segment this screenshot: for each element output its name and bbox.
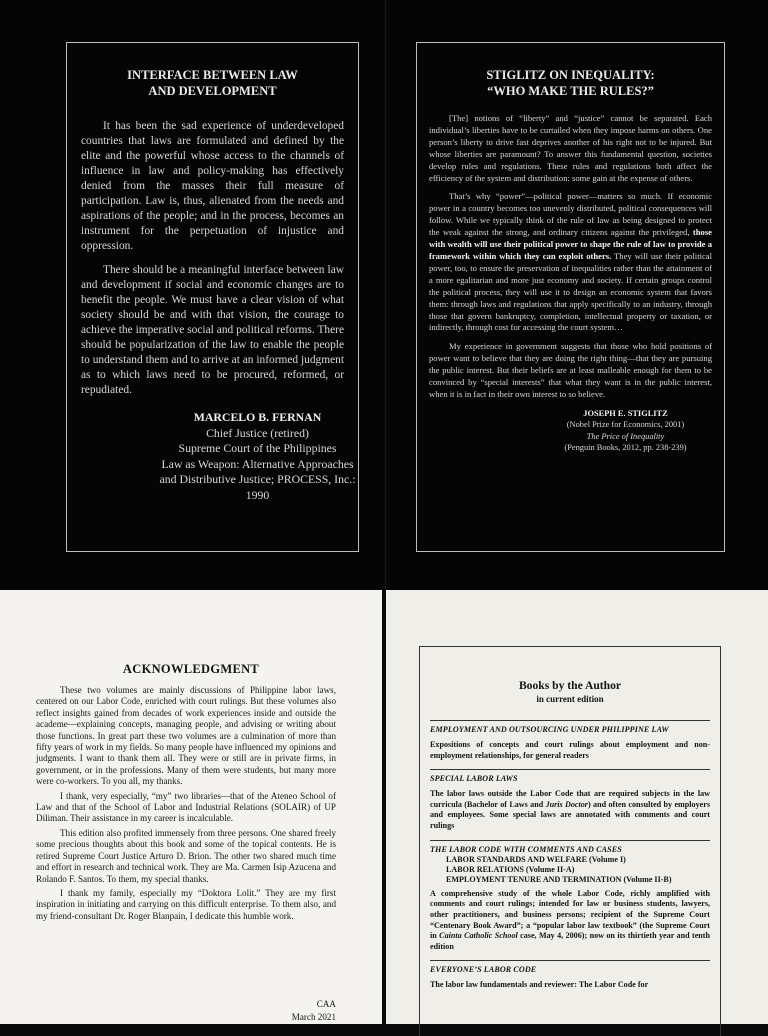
author-role: (Nobel Prize for Economics, 2001) [566,420,685,430]
book-description: Expositions of concepts and court rulings about employment and non-employment relationships, for general readers [430,740,710,760]
author-role: Chief Justice (retired) [206,425,309,440]
panel-body [81,119,344,398]
attribution [157,410,358,503]
panel-body [429,113,712,401]
paragraph: [The] notions of “liberty” and “justice” cannot be separated. Each individual’s liberties have to be curtailed when they impose harms on others. One person’s liberty to drive fast deprives another of his right not to be injured. But whose liberties are paramount? To answer this fundamental question, societies develop rules and regulations. These rules and regulations both affect the efficiency of the system and distribution: some gain at the expense of others. [429,113,712,183]
page-subtitle: in current edition [536,694,604,704]
book-description: The labor laws outside the Labor Code that are required subjects in the law curricula (Bachelor of Laws and Juris Doctor) and often consulted by employers and employees. Some special laws are annotated with comments and court rulings [430,789,710,830]
emphasis: those with wealth will use their political power to shape the rule of law to provide a framework within which they can exploit others. [429,227,712,261]
signature-block [250,998,336,1024]
author-name: JOSEPH E. STIGLITZ [583,408,668,418]
law-development-panel [66,42,359,552]
book-entry [430,720,710,761]
book-description: The labor law fundamentals and reviewer: The Labor Code for [430,980,649,990]
book-entry [430,769,710,831]
paragraph: These two volumes are mainly discussions of Philippine labor laws, centered on our Labor Code, enriched with court rulings. But these volumes also reflect insights gained from decades of work experiences inside and outside the academe—explaining concepts, managing people, and advising or writing about those functions. In great part these two volumes are a culmination of more than fifty years of work in my fields. So many people have influenced my opinions and judgments. I want to thank them all. They were or still are in private firms, in government, or in the professions. Many of them were students, but many more were co-workers. To you all, my thanks. [36,685,336,787]
paragraph: This edition also profited immensely from three persons. One shared freely some precious thoughts about this book and some of the topical contents. He is retired Supreme Court Justice Arturo D. Brion. The other two shared much time and effort in research and technical work. They are Ma. Carmen Isip Azucena and Rolando F. Santos. To them, my special thanks. [36,827,336,884]
book-title: SPECIAL LABOR LAWS [430,774,518,784]
source-citation: Law as Weapon: Alternative Approaches and Distributive Justice; PROCESS, Inc.: 1990 [159,456,356,502]
acknowledgment-page [0,590,382,1024]
author-name: MARCELO B. FERNAN [193,410,322,424]
book-gutter [384,0,387,590]
volume-line: EMPLOYMENT TENURE AND TERMINATION (Volume II-B) [446,875,672,885]
book-title: EMPLOYMENT AND OUTSOURCING UNDER PHILIPPINE LAW [430,725,669,734]
acknowledgment-body [36,685,336,925]
panel-title: INTERFACE BETWEEN LAW AND DEVELOPMENT [127,68,298,98]
author-role: Supreme Court of the Philippines [178,441,337,455]
book-entry [430,840,710,953]
publisher: (Penguin Books, 2012, pp. 238-239) [564,443,687,453]
books-box [419,646,721,1036]
initials: CAA [316,999,336,1009]
paragraph: My experience in government suggests that those who hold positions of power want to believe that they are doing the right thing—that they are pursuing the public interest. But their beliefs are at least malleable enough for them to be convinced by “special interests” that what they want is in the public interest, when it is in fact in their own interest to so believe. [429,341,712,399]
book-description: A comprehensive study of the whole Labor Code, richly amplified with comments and court rulings; intended for law or business students, lawyers, other practitioners, and business persons; recipient of the Supreme Court “Centenary Book Award”; a “popular labor law textbook” (the Supreme Court in Cainta Catholic School case, May 4, 2006); now on its thirtieth year and tenth edition [430,888,710,951]
date: March 2021 [291,1012,336,1022]
book-entry [430,960,710,991]
page-title: ACKNOWLEDGMENT [122,662,260,676]
paragraph: There should be a meaningful interface between law and development if social and economic changes are to benefit the people. We must have a clear vision of what society should be and with that vision, the courage to achieve the imperative social and political reforms. There should be popularization of the law to enable the people to understand them and to arrive at an informed judgment as to which laws need to be procured, reformed, or repudiated. [81,264,344,396]
panel-title: STIGLITZ ON INEQUALITY: “WHO MAKE THE RULES?” [486,68,655,98]
attribution [527,408,724,454]
book-title: THE LABOR CODE WITH COMMENTS AND CASES [430,844,622,854]
paragraph: That’s why “power”—political power—matters so much. If economic power in a country becomes too unevenly distributed, political consequences will follow. While we typically think of the rule of law as being designed to protect the weak against the strong, and ordinary citizens against the privileged, those with wealth will use their political power to shape the rule of law to provide a framework within which they can exploit others. They will use their political power, too, to ensure the preservation of inequalities rather than the attainment of a more egalitarian and more just economy and society. If certain groups control the political process, they will use it to design an economic system that favors them: through laws and regulations that apply specifically to an industry, through those that govern bankruptcy, completion, intellectual property or taxation, or indirectly, through cost for accessing the court system… [429,191,712,333]
volume-line: LABOR STANDARDS AND WELFARE (Volume I) [446,854,626,864]
volume-line: LABOR RELATIONS (Volume II-A) [446,864,575,874]
page-title: Books by the Author [518,679,622,692]
books-page [386,590,768,1024]
book-title: The Price of Inequality [586,431,665,441]
book-title: EVERYONE’S LABOR CODE [430,965,537,975]
book-list [430,720,710,991]
paragraph: I thank, very especially, “my” two libraries—that of the Ateneo School of Law and that of the School of Labor and Industrial Relations (SOLAIR) of UP Diliman. Their assistance in my career is incalculable. [36,790,336,824]
stiglitz-panel [416,42,725,552]
paragraph: I thank my family, especially my “Doktora Lolit.” They are my first inspiration in initiating and carrying on this difficult enterprise. To them also, and my friend-consultant Dr. Roger Blanpain, I dedicate this humble work. [36,887,336,921]
paragraph: It has been the sad experience of underdeveloped countries that laws are formulated and defined by the elite and the powerful whose access to the channels of influence in law and policy-making has effectively denied from the masses their full measure of participation. Law is, thus, alienated from the needs and aspirations of the people; and in the process, becomes an instrument for the perpetuation of injustice and oppression. [81,120,344,252]
